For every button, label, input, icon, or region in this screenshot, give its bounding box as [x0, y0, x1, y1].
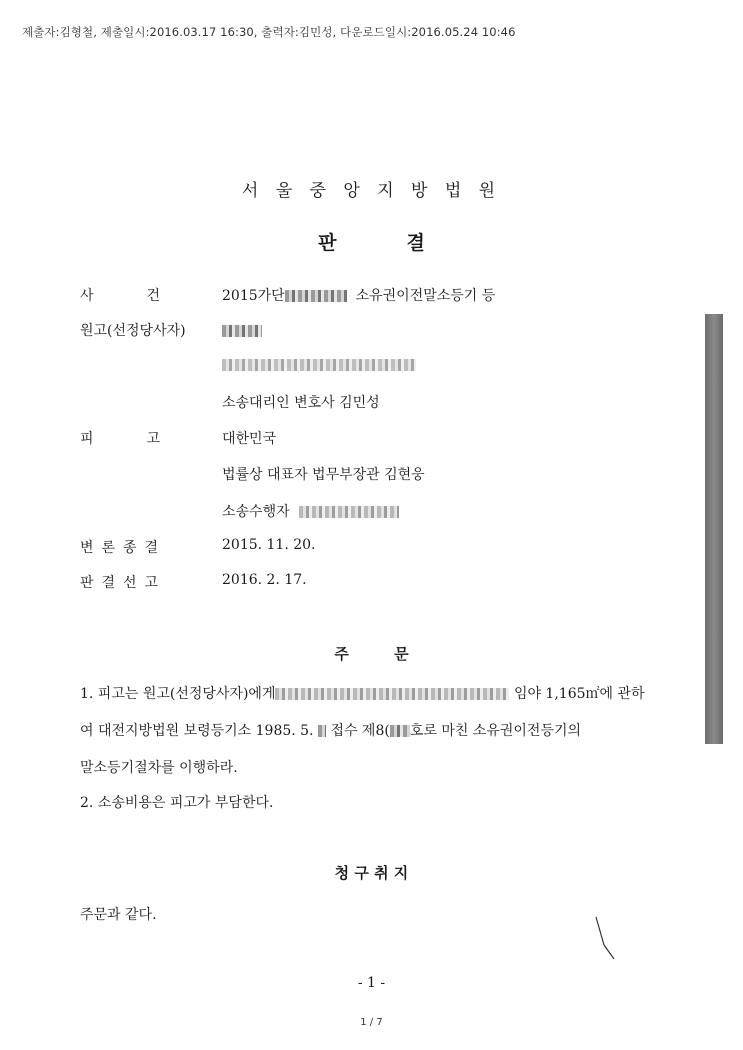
stray-pen-mark: [592, 915, 622, 965]
case-value: [222, 285, 495, 305]
defendant-label: 피 고: [80, 431, 160, 447]
case-label: 사 건: [80, 288, 160, 304]
order-line-3: 말소등기절차를 이행하라.: [80, 760, 238, 776]
claim-title: 청 구 취 지: [334, 864, 409, 882]
redacted-plaintiff-address: [222, 357, 416, 373]
plaintiff-counsel: 소송대리인 변호사 김민성: [222, 395, 380, 411]
redacted-case-number: [285, 290, 347, 302]
defendant-name: 대한민국: [222, 431, 277, 447]
redacted-plaintiff-name: [222, 323, 262, 339]
redacted-registration-number: [390, 725, 410, 737]
document-header-info: 제출자:김형철, 제출일시:2016.03.17 16:30, 출력자:김민성, 다운로드일시:2016.05.24 10:46: [22, 25, 516, 39]
scan-edge-bar: [705, 314, 723, 744]
redacted-litigator-name: [299, 506, 399, 518]
order-line-4: 2. 소송비용은 피고가 부담한다.: [80, 795, 274, 811]
page-count: 1 / 7: [360, 1017, 383, 1028]
case-name: 소유권이전말소등기 등: [355, 288, 496, 304]
hearing-closed-date: 2015. 11. 20.: [222, 537, 316, 553]
redacted-day: [318, 725, 326, 737]
order-line-1: 1. 피고는 원고(선정당사자)에게 임야 1,165㎡에 관하: [80, 686, 645, 702]
hearing-closed-label: 변 론 종 결: [80, 540, 158, 556]
judgment-title: 판결: [318, 232, 495, 254]
plaintiff-label: 원고(선정당사자): [80, 323, 186, 339]
judgment-date-label: 판 결 선 고: [80, 575, 158, 591]
case-number-prefix: 2015가단: [222, 288, 285, 304]
defendant-litigator: 소송수행자: [222, 501, 399, 521]
order-line-2: 여 대전지방법원 보령등기소 1985. 5. 접수 제8( 호로 마친 소유권이전등기의: [80, 723, 582, 739]
page-number: - 1 -: [357, 975, 386, 991]
redacted-property-address: [275, 688, 509, 700]
order-title: 주 문: [334, 645, 409, 663]
claim-text: 주문과 같다.: [80, 907, 157, 923]
defendant-representative: 법률상 대표자 법무부장관 김현웅: [222, 467, 425, 483]
court-name: 서 울 중 앙 지 방 법 원: [241, 181, 502, 201]
judgment-date: 2016. 2. 17.: [222, 572, 307, 588]
